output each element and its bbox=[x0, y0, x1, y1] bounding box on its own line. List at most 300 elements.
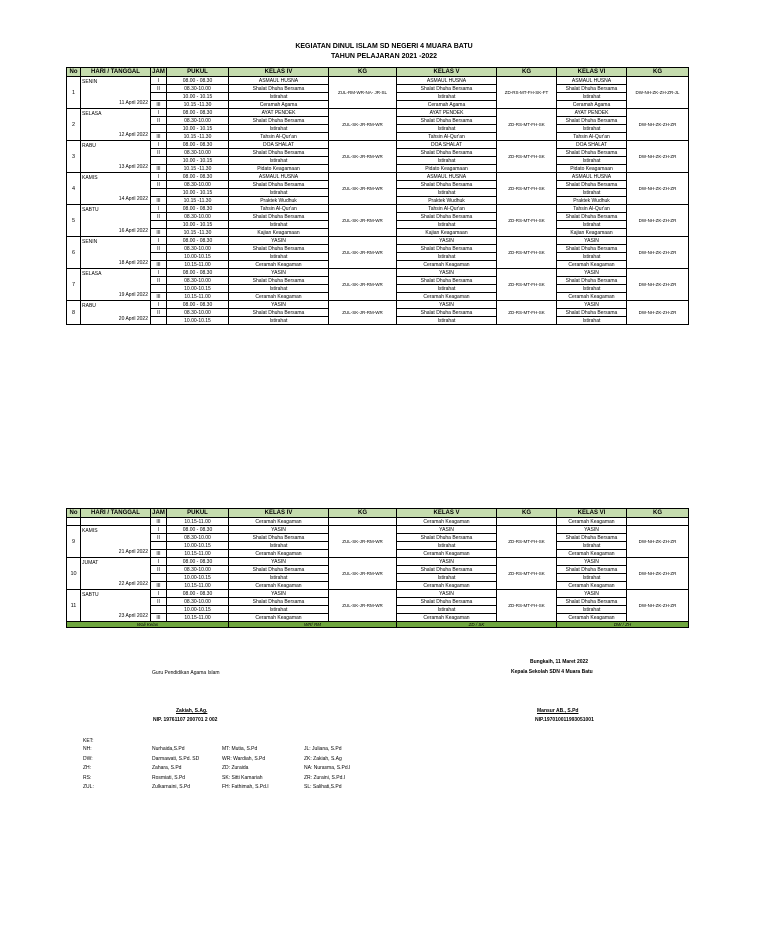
pukul-cell: 10.15-11.00 bbox=[167, 550, 229, 558]
pukul-cell: 10.15 -11.30 bbox=[167, 229, 229, 237]
kelas6-cell: YASIN bbox=[557, 526, 627, 534]
column-header: KG bbox=[329, 68, 397, 77]
kelas4-cell: AYAT PENDEK bbox=[229, 109, 329, 117]
kelas6-cell: Shalat Dhuha Bersama bbox=[557, 534, 627, 542]
kg5-cell: ZD-RS-MT-FH-SK bbox=[497, 590, 557, 622]
pukul-cell: 10.15-11.00 bbox=[167, 614, 229, 622]
pukul-cell: 10.00-10.15 bbox=[167, 253, 229, 261]
wali-kelas4: WR/ RM bbox=[229, 622, 397, 628]
kelas5-cell: Istirahat bbox=[397, 125, 497, 133]
kelas6-cell: Istirahat bbox=[557, 125, 627, 133]
jam-cell bbox=[151, 253, 167, 261]
kelas6-cell: AYAT PENDEK bbox=[557, 109, 627, 117]
column-header: HARI / TANGGAL bbox=[81, 68, 151, 77]
pukul-cell: 10.15 -11.30 bbox=[167, 197, 229, 205]
kg4-cell: ZUL-SK-JR-RM-WR bbox=[329, 590, 397, 622]
kelas5-cell: Shalat Dhuha Bersama bbox=[397, 181, 497, 189]
jam-cell: III bbox=[151, 293, 167, 301]
day-number: 6 bbox=[67, 237, 81, 269]
kg5-cell: ZD-RS-MT-FH-SK bbox=[497, 109, 557, 141]
kelas5-cell: Shalat Dhuha Bersama bbox=[397, 213, 497, 221]
legend-entry: ZK: Zakiah, S.Ag bbox=[304, 755, 342, 762]
kg5-cell: ZD-RS-MT-FH-SK bbox=[497, 173, 557, 205]
pukul-cell: 08.30-10.00 bbox=[167, 309, 229, 317]
jam-cell: I bbox=[151, 558, 167, 566]
kelas4-cell: Shalat Dhuha Bersama bbox=[229, 598, 329, 606]
day-name: SENIN bbox=[82, 79, 98, 85]
jam-cell bbox=[151, 606, 167, 614]
kelas5-cell: Shalat Dhuha Bersama bbox=[397, 277, 497, 285]
jam-cell bbox=[151, 317, 167, 325]
kelas4-cell: DOA SHALAT bbox=[229, 141, 329, 149]
pukul-cell: 08.30-10.00 bbox=[167, 534, 229, 542]
kelas5-cell: Istirahat bbox=[397, 317, 497, 325]
kelas5-cell: Istirahat bbox=[397, 93, 497, 101]
column-header: KELAS IV bbox=[229, 68, 329, 77]
pukul-cell: 08.00 - 08.30 bbox=[167, 205, 229, 213]
kelas6-cell: YASIN bbox=[557, 237, 627, 245]
legend-name: Zulkarnaini, S.Pd bbox=[152, 784, 191, 790]
kelas6-cell: Istirahat bbox=[557, 157, 627, 165]
pukul-cell: 08.30-10.00 bbox=[167, 149, 229, 157]
kelas6-cell: Istirahat bbox=[557, 93, 627, 101]
kelas5-cell: Shalat Dhuha Bersama bbox=[397, 149, 497, 157]
pukul-cell: 10.00-10.15 bbox=[167, 317, 229, 325]
kelas4-cell: Tahsin Al-Qur'an bbox=[229, 205, 329, 213]
kelas4-cell: Shalat Dhuha Bersama bbox=[229, 181, 329, 189]
pukul-cell: 10.00 - 10.15 bbox=[167, 221, 229, 229]
column-header: No bbox=[67, 68, 81, 77]
day-number: 8 bbox=[67, 301, 81, 325]
kelas5-cell: Istirahat bbox=[397, 285, 497, 293]
column-header: PUKUL bbox=[167, 509, 229, 518]
kelas4-cell: YASIN bbox=[229, 269, 329, 277]
kelas5-cell: ASMAUL HUSNA bbox=[397, 173, 497, 181]
jam-cell: III bbox=[151, 165, 167, 173]
kelas4-cell: Shalat Dhuha Bersama bbox=[229, 566, 329, 574]
kelas6-cell: Istirahat bbox=[557, 574, 627, 582]
day-number: 4 bbox=[67, 173, 81, 205]
kg5-cell: ZD-RS-MT-FH-SK bbox=[497, 558, 557, 590]
jam-cell: I bbox=[151, 526, 167, 534]
kg4-cell: ZUL-SK-JR-RM-WR bbox=[329, 205, 397, 237]
kelas5-cell: Shalat Dhuha Bersama bbox=[397, 117, 497, 125]
kelas4-cell: Istirahat bbox=[229, 606, 329, 614]
legend-code: ZH: bbox=[83, 765, 92, 771]
pukul-cell: 10.00-10.15 bbox=[167, 542, 229, 550]
day-number: 5 bbox=[67, 205, 81, 237]
pukul-cell: 10.00 - 10.15 bbox=[167, 189, 229, 197]
kelas4-cell: Ceramah Keagaman bbox=[229, 614, 329, 622]
day-name: JUMAT bbox=[82, 560, 99, 566]
legend-entry: SL: Salihati,S.Pd bbox=[304, 784, 342, 790]
jam-cell: I bbox=[151, 237, 167, 245]
day-date: 16 April 2022 bbox=[118, 228, 148, 234]
table-row bbox=[67, 141, 689, 149]
schedule-table-1 bbox=[66, 67, 689, 325]
pukul-cell: 10.00-10.15 bbox=[167, 285, 229, 293]
day-name: KAMIS bbox=[82, 528, 98, 534]
column-header: KELAS V bbox=[397, 509, 497, 518]
pukul-cell: 08.00 - 08.30 bbox=[167, 109, 229, 117]
day-date: 19 April 2022 bbox=[118, 292, 148, 298]
jam-cell: III bbox=[151, 582, 167, 590]
day-cell bbox=[81, 109, 151, 141]
kg6-cell: DW-NH-ZK-ZH-ZR bbox=[627, 558, 689, 590]
kelas4-cell: Ceramah Keagaman bbox=[229, 550, 329, 558]
column-header: No bbox=[67, 509, 81, 518]
pukul-cell: 10.00-10.15 bbox=[167, 574, 229, 582]
kelas4-cell: Ceramah Keagaman bbox=[229, 582, 329, 590]
kelas6-cell: Ceramah Keagaman bbox=[557, 582, 627, 590]
kelas6-cell: DOA SHALAT bbox=[557, 141, 627, 149]
day-name: SENIN bbox=[82, 239, 98, 245]
kelas4-cell: YASIN bbox=[229, 590, 329, 598]
jam-cell: III bbox=[151, 550, 167, 558]
jam-cell: III bbox=[151, 614, 167, 622]
day-date: 18 April 2022 bbox=[118, 260, 148, 266]
day-cell bbox=[81, 205, 151, 237]
kelas4-cell: Istirahat bbox=[229, 574, 329, 582]
kelas4-cell: Ceramah Keagaman bbox=[229, 518, 329, 526]
kg6-cell: DW-NH-ZK-ZH-ZR bbox=[627, 590, 689, 622]
legend-code: DW: bbox=[83, 755, 93, 762]
kelas4-cell: Istirahat bbox=[229, 157, 329, 165]
kg6-cell: DW-NH-ZK-ZH-ZR bbox=[627, 109, 689, 141]
kelas4-cell: YASIN bbox=[229, 526, 329, 534]
pukul-cell: 08.30-10.00 bbox=[167, 85, 229, 93]
day-number bbox=[67, 518, 81, 526]
day-number: 3 bbox=[67, 141, 81, 173]
jam-cell: III bbox=[151, 229, 167, 237]
kelas5-cell: ASMAUL HUSNA bbox=[397, 77, 497, 85]
teacher-name: Zakiah, S.Ag. bbox=[176, 708, 208, 714]
legend-code: RS: bbox=[83, 774, 92, 781]
kelas4-cell: YASIN bbox=[229, 558, 329, 566]
kelas6-cell: Tahsin Al-Qur'an bbox=[557, 205, 627, 213]
day-date: 20 April 2022 bbox=[118, 316, 148, 322]
table-row bbox=[67, 237, 689, 245]
day-name: KAMIS bbox=[82, 175, 98, 181]
kg6-cell: DW-NH-ZK-ZH-ZR bbox=[627, 269, 689, 301]
kelas5-cell: YASIN bbox=[397, 590, 497, 598]
kelas4-cell: Shalat Dhuha Bersama bbox=[229, 85, 329, 93]
day-date: 22 April 2022 bbox=[118, 581, 148, 587]
kg6-cell: DW-NH-ZK-ZH-ZR bbox=[627, 301, 689, 325]
kelas4-cell: Istirahat bbox=[229, 189, 329, 197]
pukul-cell: 08.00 - 08.30 bbox=[167, 590, 229, 598]
pukul-cell: 08.30-10.00 bbox=[167, 277, 229, 285]
table-row bbox=[67, 109, 689, 117]
kg5-cell: ZD-RS-MT-FH-SK bbox=[497, 269, 557, 301]
kelas5-cell: Ceramah Keagaman bbox=[397, 261, 497, 269]
kelas5-cell: YASIN bbox=[397, 269, 497, 277]
kelas4-cell: Tahsin Al-Qur'an bbox=[229, 133, 329, 141]
jam-cell: II bbox=[151, 277, 167, 285]
kg6-cell: DW-NH-ZK-ZH-ZR bbox=[627, 526, 689, 558]
wali-kelas5: ZD / SK bbox=[397, 622, 557, 628]
day-cell bbox=[81, 141, 151, 173]
column-header: KG bbox=[627, 68, 689, 77]
kelas4-cell: Shalat Dhuha Bersama bbox=[229, 213, 329, 221]
kelas5-cell: Shalat Dhuha Bersama bbox=[397, 566, 497, 574]
day-cell bbox=[81, 269, 151, 301]
legend-entry: MT: Mutia, S.Pd bbox=[222, 746, 258, 752]
column-header: KELAS IV bbox=[229, 509, 329, 518]
pukul-cell: 10.00-10.15 bbox=[167, 606, 229, 614]
jam-cell: III bbox=[151, 518, 167, 526]
pukul-cell: 08.30-10.00 bbox=[167, 566, 229, 574]
day-name: SELASA bbox=[82, 111, 102, 117]
pukul-cell: 08.00 - 08.30 bbox=[167, 237, 229, 245]
jam-cell: III bbox=[151, 261, 167, 269]
document-title: KEGIATAN DINUL ISLAM SD NEGERI 4 MUARA BATU bbox=[295, 43, 473, 50]
kelas6-cell: Ceramah Keagaman bbox=[557, 293, 627, 301]
kelas4-cell: Shalat Dhuha Bersama bbox=[229, 245, 329, 253]
jam-cell: II bbox=[151, 213, 167, 221]
kelas4-cell: ASMAUL HUSNA bbox=[229, 77, 329, 85]
column-header: KG bbox=[497, 509, 557, 518]
kelas4-cell: Istirahat bbox=[229, 221, 329, 229]
pukul-cell: 08.30-10.00 bbox=[167, 598, 229, 606]
kelas4-cell: Shalat Dhuha Bersama bbox=[229, 117, 329, 125]
kelas5-cell: Ceramah Keagaman bbox=[397, 293, 497, 301]
kelas4-cell: Istirahat bbox=[229, 125, 329, 133]
kelas4-cell: Shalat Dhuha Bersama bbox=[229, 277, 329, 285]
kelas4-cell: Istirahat bbox=[229, 93, 329, 101]
legend-entry: SK: Sitti Kamariah bbox=[222, 774, 263, 781]
kelas6-cell: Ceramah Agama bbox=[557, 101, 627, 109]
column-header: HARI / TANGGAL bbox=[81, 509, 151, 518]
pukul-cell: 10.15 -11.30 bbox=[167, 101, 229, 109]
jam-cell: II bbox=[151, 534, 167, 542]
place-date: Bungkaih, 11 Maret 2022 bbox=[530, 659, 589, 665]
legend-entry: JL: Juliana, S.Pd bbox=[304, 746, 342, 752]
table-row bbox=[67, 590, 689, 598]
jam-cell bbox=[151, 221, 167, 229]
kg4-cell: ZUL-SK-JR-RM-WR bbox=[329, 269, 397, 301]
legend-entry: WR: Wardiah, S.Pd bbox=[222, 755, 266, 762]
kg4-cell bbox=[329, 518, 397, 526]
kelas6-cell: Ceramah Keagaman bbox=[557, 614, 627, 622]
jam-cell: III bbox=[151, 101, 167, 109]
wali-label: Wali Kelas bbox=[67, 622, 229, 628]
jam-cell bbox=[151, 189, 167, 197]
pukul-cell: 08.00 - 08.30 bbox=[167, 173, 229, 181]
kelas6-cell: YASIN bbox=[557, 301, 627, 309]
principal-name: Mansur AB., S.Pd bbox=[537, 708, 579, 714]
jam-cell: II bbox=[151, 309, 167, 317]
kelas4-cell: Istirahat bbox=[229, 317, 329, 325]
day-cell bbox=[81, 173, 151, 205]
pukul-cell: 10.15-11.00 bbox=[167, 261, 229, 269]
kg5-cell: ZD-RS-MT-FH-SK bbox=[497, 301, 557, 325]
kg4-cell: ZUL-SK-JR-RM-WR bbox=[329, 526, 397, 558]
wali-kelas6: DW / ZH bbox=[557, 622, 689, 628]
kg4-cell: ZUL-RM-WR-NA- JR-SL bbox=[329, 77, 397, 109]
jam-cell: II bbox=[151, 598, 167, 606]
day-name: SABTU bbox=[82, 592, 99, 598]
column-header: KG bbox=[329, 509, 397, 518]
pukul-cell: 08.00 - 08.30 bbox=[167, 558, 229, 566]
jam-cell: I bbox=[151, 109, 167, 117]
kg4-cell: ZUL-SK-JR-RM-WR bbox=[329, 173, 397, 205]
kelas6-cell: Shalat Dhuha Bersama bbox=[557, 598, 627, 606]
kelas6-cell: Istirahat bbox=[557, 285, 627, 293]
day-date: 13 April 2022 bbox=[118, 164, 148, 170]
kelas5-cell: Istirahat bbox=[397, 542, 497, 550]
kg4-cell: ZUL-SK-JR-RM-WR bbox=[329, 141, 397, 173]
kelas5-cell: Pidato Keagamaan bbox=[397, 165, 497, 173]
day-name: RABU bbox=[82, 303, 96, 309]
kelas6-cell: Shalat Dhuha Bersama bbox=[557, 181, 627, 189]
kg4-cell: ZUL-SK-JR-RM-WR bbox=[329, 558, 397, 590]
schedule-table-2 bbox=[66, 508, 689, 628]
jam-cell: II bbox=[151, 245, 167, 253]
kelas4-cell: Shalat Dhuha Bersama bbox=[229, 149, 329, 157]
jam-cell: I bbox=[151, 205, 167, 213]
jam-cell: II bbox=[151, 181, 167, 189]
column-header: JAM bbox=[152, 69, 165, 75]
day-cell bbox=[81, 590, 151, 622]
legend-entry: NA: Nurasma, S.Pd.I bbox=[304, 765, 351, 771]
pukul-cell: 08.30-10.00 bbox=[167, 117, 229, 125]
jam-cell: I bbox=[151, 301, 167, 309]
kelas5-cell: YASIN bbox=[397, 558, 497, 566]
kelas6-cell: Shalat Dhuha Bersama bbox=[557, 566, 627, 574]
day-number: 2 bbox=[67, 109, 81, 141]
kelas6-cell: Shalat Dhuha Bersama bbox=[557, 309, 627, 317]
kg5-cell: ZD-RS-MT-FH-SK bbox=[497, 141, 557, 173]
jam-cell: I bbox=[151, 141, 167, 149]
kg5-cell: ZD-RS-MT-FH-SK-FT bbox=[497, 77, 557, 109]
day-date: 23 April 2022 bbox=[118, 613, 148, 619]
wali-row bbox=[67, 622, 689, 628]
legend-name: Darmawati, S.Pd. SD bbox=[152, 755, 200, 762]
column-header: KG bbox=[627, 509, 689, 518]
pukul-cell: 08.30-10.00 bbox=[167, 181, 229, 189]
kelas6-cell: Shalat Dhuha Bersama bbox=[557, 149, 627, 157]
jam-cell bbox=[151, 125, 167, 133]
kelas6-cell: Shalat Dhuha Bersama bbox=[557, 117, 627, 125]
pukul-cell: 10.15 -11.30 bbox=[167, 133, 229, 141]
kelas6-cell: YASIN bbox=[557, 558, 627, 566]
kelas6-cell: Shalat Dhuha Bersama bbox=[557, 85, 627, 93]
day-number: 11 bbox=[67, 590, 81, 622]
kg5-cell bbox=[497, 518, 557, 526]
jam-cell: III bbox=[151, 133, 167, 141]
day-name: SELASA bbox=[82, 271, 102, 277]
kelas6-cell: ASMAUL HUSNA bbox=[557, 77, 627, 85]
day-number: 1 bbox=[67, 77, 81, 109]
kg5-cell: ZD-RS-MT-FH-SK bbox=[497, 237, 557, 269]
jam-cell bbox=[151, 157, 167, 165]
kelas6-cell: Shalat Dhuha Bersama bbox=[557, 213, 627, 221]
pukul-cell: 10.15-11.00 bbox=[167, 518, 229, 526]
column-header: KELAS VI bbox=[557, 509, 627, 518]
kelas5-cell: YASIN bbox=[397, 526, 497, 534]
kelas6-cell: Kajian Keagamaan bbox=[557, 229, 627, 237]
kelas5-cell: YASIN bbox=[397, 301, 497, 309]
kelas6-cell: Pidato Keagamaan bbox=[557, 165, 627, 173]
pukul-cell: 08.30-10.00 bbox=[167, 245, 229, 253]
column-header: KELAS VI bbox=[557, 68, 627, 77]
kelas6-cell: Istirahat bbox=[557, 189, 627, 197]
principal-title: Kepala Sekolah SDN 4 Muara Batu bbox=[511, 669, 593, 675]
kelas4-cell: Istirahat bbox=[229, 542, 329, 550]
kelas6-cell: Praktek Wudhuk bbox=[557, 197, 627, 205]
kelas5-cell: AYAT PENDEK bbox=[397, 109, 497, 117]
kelas6-cell: Ceramah Keagaman bbox=[557, 261, 627, 269]
kelas6-cell: Istirahat bbox=[557, 253, 627, 261]
kelas6-cell: Ceramah Keagaman bbox=[557, 518, 627, 526]
principal-nip: NIP.197010011993051001 bbox=[535, 717, 594, 723]
teacher-title: Guru Pendidikan Agama Islam bbox=[152, 670, 220, 676]
day-cell bbox=[81, 526, 151, 558]
jam-cell bbox=[151, 93, 167, 101]
kelas6-cell: YASIN bbox=[557, 269, 627, 277]
jam-cell: II bbox=[151, 566, 167, 574]
kg6-cell: DW-NH-ZK-ZH-ZR bbox=[627, 141, 689, 173]
kelas6-cell: Tahsin Al-Qur'an bbox=[557, 133, 627, 141]
day-number: 10 bbox=[67, 558, 81, 590]
day-cell bbox=[81, 301, 151, 325]
kg4-cell: ZUL-SK-JR-RM-WR bbox=[329, 237, 397, 269]
ket-label: KET: bbox=[83, 738, 94, 744]
jam-cell bbox=[151, 542, 167, 550]
jam-cell: I bbox=[151, 173, 167, 181]
kelas5-cell: Tahsin Al-Qur'an bbox=[397, 133, 497, 141]
kelas5-cell: Istirahat bbox=[397, 253, 497, 261]
kg6-cell: DW-NH-ZK-ZH-ZR bbox=[627, 237, 689, 269]
teacher-nip: NIP. 19761107 200701 2 002 bbox=[153, 717, 218, 723]
table-row bbox=[67, 77, 689, 85]
jam-cell: III bbox=[151, 197, 167, 205]
kelas5-cell: Kajian Keagamaan bbox=[397, 229, 497, 237]
kelas5-cell: Istirahat bbox=[397, 574, 497, 582]
kelas5-cell: Shalat Dhuha Bersama bbox=[397, 309, 497, 317]
legend-entry: ZD: Zuraida bbox=[222, 765, 249, 771]
kelas6-cell: ASMAUL HUSNA bbox=[557, 173, 627, 181]
pukul-cell: 08.30-10.00 bbox=[167, 213, 229, 221]
kelas4-cell: Pidato Keagamaan bbox=[229, 165, 329, 173]
kelas6-cell: Istirahat bbox=[557, 606, 627, 614]
legend-code: NH: bbox=[83, 746, 92, 752]
kelas6-cell: Ceramah Keagaman bbox=[557, 550, 627, 558]
kelas5-cell: YASIN bbox=[397, 237, 497, 245]
column-header: KG bbox=[497, 68, 557, 77]
day-date: 11 April 2022 bbox=[119, 100, 148, 106]
day-name: SABTU bbox=[82, 207, 99, 213]
pukul-cell: 10.00 - 10.15 bbox=[167, 157, 229, 165]
kelas5-cell: Istirahat bbox=[397, 189, 497, 197]
table-row bbox=[67, 558, 689, 566]
legend-name: Zahara, S.Pd bbox=[152, 765, 182, 771]
kelas5-cell: Ceramah Agama bbox=[397, 101, 497, 109]
kelas4-cell: Istirahat bbox=[229, 253, 329, 261]
kg4-cell: ZUL-SK-JR-RM-WR bbox=[329, 109, 397, 141]
day-cell bbox=[81, 237, 151, 269]
day-cell bbox=[81, 77, 151, 109]
kelas5-cell: Ceramah Keagaman bbox=[397, 614, 497, 622]
table-row bbox=[67, 205, 689, 213]
kelas5-cell: Istirahat bbox=[397, 606, 497, 614]
kelas4-cell: Shalat Dhuha Bersama bbox=[229, 534, 329, 542]
kelas6-cell: Istirahat bbox=[557, 542, 627, 550]
legend-entry: ZR: Zuraini, S.Pd.I bbox=[304, 774, 346, 781]
jam-cell bbox=[151, 574, 167, 582]
day-date: 21 April 2022 bbox=[118, 549, 148, 555]
